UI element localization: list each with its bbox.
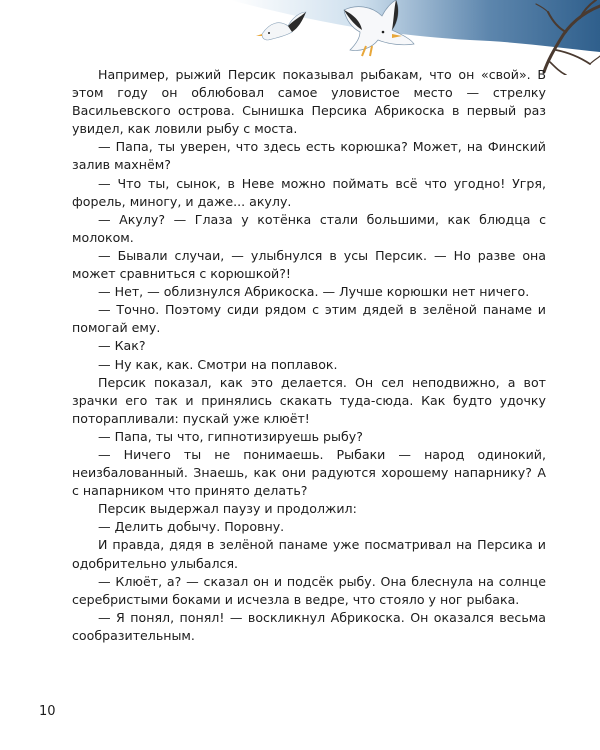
paragraph: — Как? <box>98 338 146 354</box>
small-seagull-icon <box>256 12 306 40</box>
paragraph: — Клюёт, а? — сказал он и подсёк рыбу. Она блеснула на солнце серебристыми боками и исчезла в ведре, что стояло у ног рыбака. <box>72 573 546 607</box>
paragraph: — Я понял, понял! — воскликнул Абрикоска. Он оказался весьма сообразительным. <box>72 609 546 643</box>
paragraph: — Ну как, как. Смотри на поплавок. <box>98 356 338 372</box>
paragraph: — Делить добычу. Поровну. <box>98 519 285 535</box>
paragraph: Персик показал, как это делается. Он сел неподвижно, а вот зрачки его так и принялись скакать туда-сюда. Как будто удочку поторапливали: пускай уже клюёт! <box>72 374 546 426</box>
paragraph: — Бывали случаи, — улыбнулся в усы Персик. — Но разве она может сравниться с корюшкой?! <box>72 247 546 282</box>
paragraph: — Нет, — облизнулся Абрикоска. — Лучше корюшки нет ничего. <box>98 284 530 300</box>
paragraph: — Ничего ты не понимаешь. Рыбаки — народ одинокий, неизбалованный. Знаешь, как они радуются хорошему напарнику? А с напарником что принято делать? <box>72 446 546 499</box>
paragraph: И правда, дядя в зелёной панаме уже посматривал на Персика и одобрительно улыбался. <box>72 537 546 571</box>
story-text <box>72 66 546 645</box>
paragraph: — Точно. Поэтому сиди рядом с этим дядей в зелёной панаме и помогай ему. <box>72 302 546 336</box>
paragraph: — Папа, ты что, гипнотизируешь рыбу? <box>98 428 363 444</box>
paragraph: Персик выдержал паузу и продолжил: <box>98 501 357 517</box>
paragraph: — Папа, ты уверен, что здесь есть корюшка? Может, на Финский залив махнём? <box>72 139 546 173</box>
paragraph: Например, рыжий Персик показывал рыбакам, что он «свой». В этом году он облюбовал самое уловистое место — стрелку Васильевского острова. Сынишка Персика Абрикоска в первый раз увидел, как ловили рыбу с моста. <box>72 67 546 137</box>
header-illustration <box>0 0 600 75</box>
paragraph: — Акулу? — Глаза у котёнка стали большими, как блюдца с молоком. <box>72 211 546 245</box>
page-number: 10 <box>39 704 56 719</box>
paragraph: — Что ты, сынок, в Неве можно поймать всё что угодно! Угря, форель, миногу, и даже... акулу. <box>72 175 546 209</box>
